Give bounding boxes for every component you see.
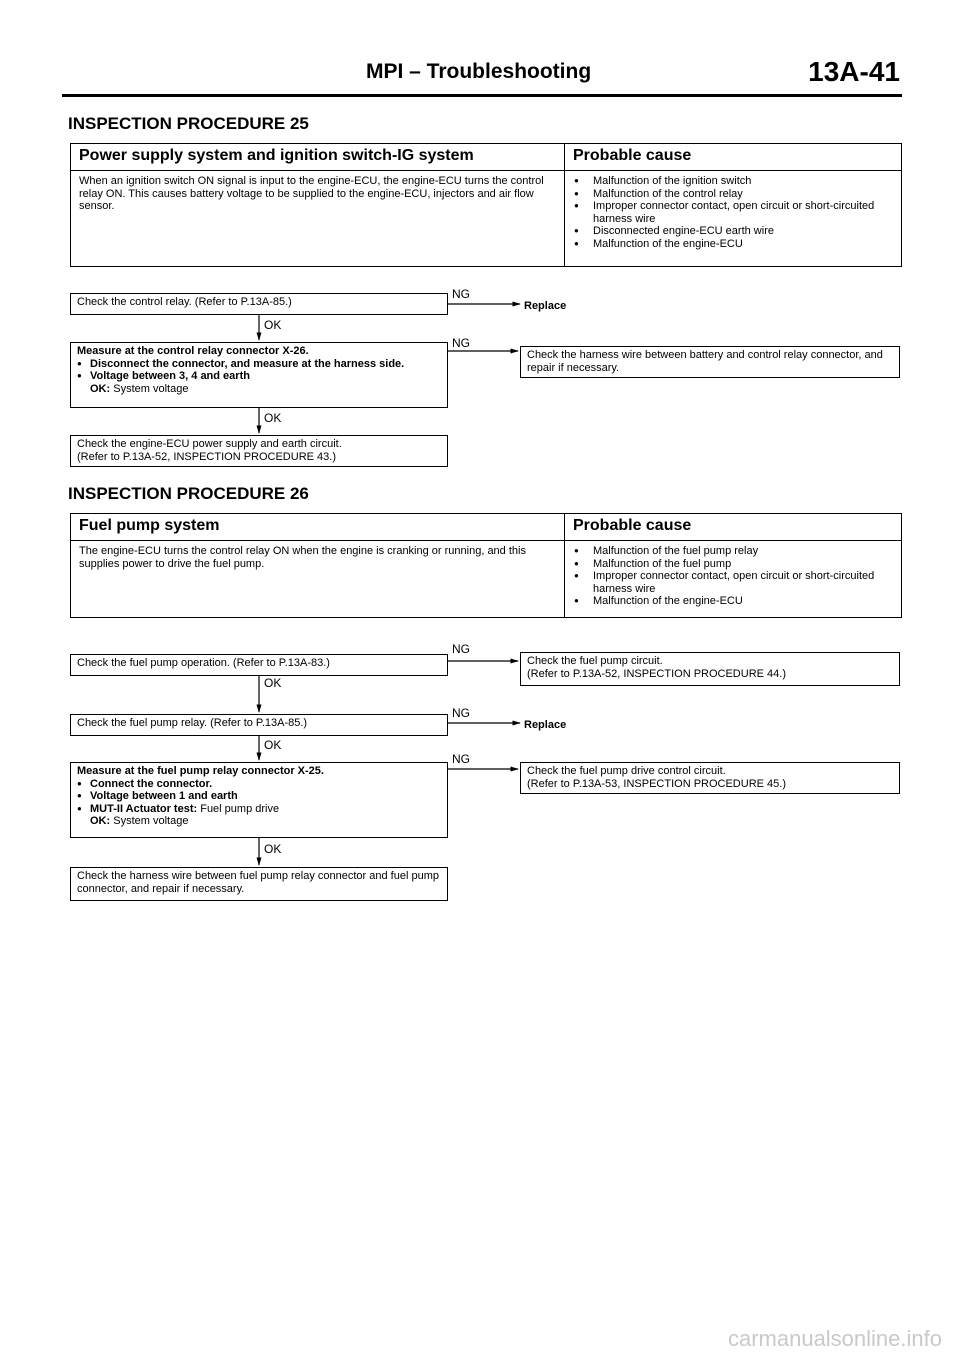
footer-watermark: carmanualsonline.info <box>727 1326 942 1351</box>
procedure-26-heading: INSPECTION PROCEDURE 26 <box>68 484 309 503</box>
measure-title: Measure at the fuel pump relay connector X-25. <box>77 765 324 777</box>
cause-item: ● Disconnected engine-ECU earth wire <box>573 225 893 238</box>
actuator-test-value: Fuel pump drive <box>200 802 280 815</box>
check-fuel-pump-circuit-line: Check the fuel pump circuit. <box>527 655 663 667</box>
check-fuel-pump-circuit-ref: (Refer to P.13A-52, INSPECTION PROCEDURE 44.) <box>527 667 786 680</box>
replace-result: Replace <box>524 719 567 731</box>
procedure-26-system-header: Fuel pump system <box>71 514 565 540</box>
ok-spec-value: System voltage <box>113 815 189 827</box>
ok-label: OK <box>264 676 282 690</box>
replace-result: Replace <box>524 300 567 312</box>
check-control-relay-box: Check the control relay. (Refer to P.13A-85.) <box>70 293 448 315</box>
measure-item: ● Voltage between 3, 4 and earth <box>77 370 441 383</box>
cause-item: ● Improper connector contact, open circuit or short-circuited harness wire <box>573 570 893 595</box>
ok-spec-label: OK: <box>90 815 111 827</box>
procedure-25-heading: INSPECTION PROCEDURE 25 <box>68 114 309 133</box>
ok-label: OK <box>264 318 282 332</box>
check-ecu-power-ref: (Refer to P.13A-52, INSPECTION PROCEDURE 43.) <box>77 450 336 463</box>
ng-label: NG <box>452 706 470 720</box>
procedure-25-cause-header: Probable cause <box>573 147 692 164</box>
cause-item: ● Improper connector contact, open circuit or short-circuited harness wire <box>573 200 893 225</box>
cause-item: ● Malfunction of the fuel pump relay <box>573 545 893 558</box>
procedure-25-description: When an ignition switch ON signal is input to the engine-ECU, the engine-ECU turns the control relay ON. This causes battery voltage to be supplied to the engine-ECU, injectors and air flow sensor. <box>71 171 565 267</box>
cause-item: ● Malfunction of the fuel pump <box>573 558 893 571</box>
ok-label: OK <box>264 738 282 752</box>
check-ecu-power-line: Check the engine-ECU power supply and earth circuit. <box>77 438 342 450</box>
check-harness-fuel-pump-box: Check the harness wire between fuel pump relay connector and fuel pump connector, and repair if necessary. <box>70 867 448 901</box>
check-fuel-pump-drive-ref: (Refer to P.13A-53, INSPECTION PROCEDURE 45.) <box>527 777 786 790</box>
procedure-25-system-header: Power supply system and ignition switch-IG system <box>71 144 565 170</box>
check-fuel-pump-drive-line: Check the fuel pump drive control circuit. <box>527 765 726 777</box>
ok-label: OK <box>264 842 282 856</box>
ok-spec-label: OK: <box>90 382 111 395</box>
page-title: MPI – Troubleshooting <box>366 60 592 83</box>
ok-label: OK <box>264 411 282 425</box>
check-harness-battery-relay-box: Check the harness wire between battery and control relay connector, and repair if necessary. <box>520 346 900 378</box>
ok-spec-value: System voltage <box>113 382 189 395</box>
ng-label: NG <box>452 336 470 350</box>
check-fuel-pump-operation-box: Check the fuel pump operation. (Refer to P.13A-83.) <box>70 654 448 676</box>
procedure-26-cause-header: Probable cause <box>573 517 692 534</box>
check-fuel-pump-relay-box: Check the fuel pump relay. (Refer to P.13A-85.) <box>70 714 448 736</box>
measure-title: Measure at the control relay connector X-26. <box>77 345 309 357</box>
ng-label: NG <box>452 752 470 766</box>
ng-label: NG <box>452 287 470 301</box>
measure-item: ● Voltage between 1 and earth <box>77 790 441 803</box>
measure-item: ● Connect the connector. <box>77 778 441 791</box>
measure-item: ● Disconnect the connector, and measure at the harness side. <box>77 358 441 371</box>
cause-item: ● Malfunction of the ignition switch <box>573 175 893 188</box>
cause-item: ● Malfunction of the engine-ECU <box>573 238 893 251</box>
cause-item: ● Malfunction of the engine-ECU <box>573 595 893 608</box>
page-number: 13A-41 <box>808 56 900 87</box>
cause-item: ● Malfunction of the control relay <box>573 188 893 201</box>
actuator-test-label: MUT-II Actuator test: <box>90 802 198 815</box>
ng-label: NG <box>452 642 470 656</box>
procedure-26-description: The engine-ECU turns the control relay ON when the engine is cranking or running, and this supplies power to drive the fuel pump. <box>71 541 565 618</box>
